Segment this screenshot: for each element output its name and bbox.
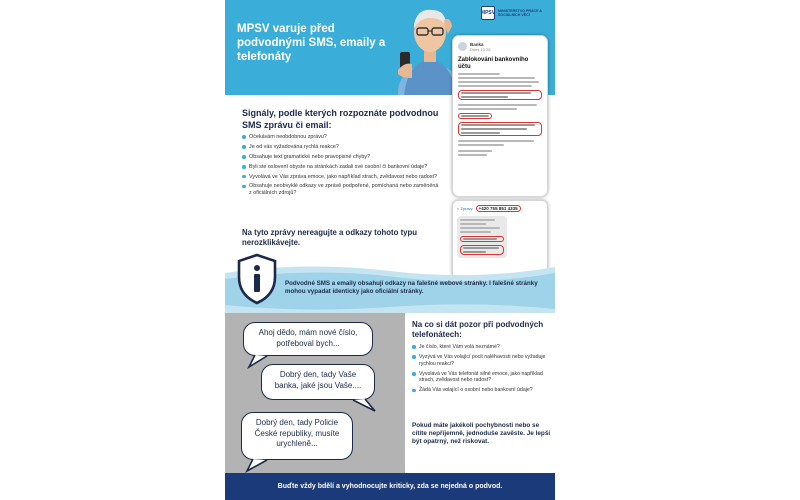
list-item: Žádá Vás volající o osobní nebo bankovní údaje? bbox=[412, 387, 552, 394]
logo-mark: MPSV bbox=[481, 6, 495, 20]
phishing-email-phone bbox=[452, 35, 548, 197]
list-item: Očekávám neobdobnou zprávu? bbox=[242, 134, 442, 141]
suspicious-link-highlight bbox=[460, 245, 504, 255]
footer-banner bbox=[225, 473, 555, 500]
email-subject: Zablokování bankovního účtu bbox=[458, 57, 529, 70]
list-item: Vyvolává ve Vás telefonát silné emoce, jako například strach, zvědavost nebo radost? bbox=[412, 371, 552, 384]
footer-text: Buďte vždy bdělí a vyhodnocujte kriticky, zda se nejedná o podvod. bbox=[277, 483, 503, 490]
signals-list bbox=[242, 134, 442, 200]
scam-call-bubble-police: Dobrý den, tady Policie České republiky, musíte urychleně... bbox=[241, 412, 353, 460]
list-item: Je číslo, které Vám volá neznámé? bbox=[412, 344, 552, 351]
scam-call-bubble-grandchild: Ahoj dědo, mám nové číslo, potřeboval bych... bbox=[243, 322, 373, 356]
list-item: Vyvolává ve Vás zpráva emoce, jako například strach, zvědavost nebo radost? bbox=[242, 174, 442, 181]
page-title: MPSV varuje před podvodnými SMS, emaily a telefonáty bbox=[237, 23, 386, 63]
phone-calls-advice: Pokud máte jakékoli pochybnosti nebo se cítíte nepříjemně, jednoduše zavěste. Je lepší být opatrný, než riskovat. bbox=[412, 422, 551, 445]
phone-calls-heading: Na co si dát pozor při podvodných telefonátech: bbox=[412, 320, 544, 339]
signals-heading: Signály, podle kterých rozpoznáte podvodnou SMS zprávu či email: bbox=[242, 108, 439, 130]
sms-back-label: < Zprávy bbox=[457, 206, 473, 211]
list-item: Obsahuje text gramatické nebo pravopisné chyby? bbox=[242, 154, 442, 161]
scam-call-bubble-bank: Dobrý den, tady Vaše banka, jaké jsou Vaše.... bbox=[261, 364, 375, 400]
bubble-tails bbox=[225, 313, 405, 473]
suspicious-highlight bbox=[460, 236, 504, 242]
list-item: Vyzývá ve Vás volající pocit naléhavosti nebo vyžaduje rychlou reakci? bbox=[412, 354, 552, 367]
sms-bubble bbox=[457, 216, 507, 258]
info-shield-icon bbox=[235, 253, 279, 305]
sender-avatar bbox=[458, 42, 467, 51]
list-item: Je od vás vyžadována rychlá reakce? bbox=[242, 144, 442, 151]
phone-calls-list bbox=[412, 344, 552, 398]
list-item: Obsahuje neobvyklé odkazy ve zprávě podpořené, pomíchaná nebo zaměněná z oficiálních zdrojů? bbox=[242, 183, 442, 196]
mpsv-logo bbox=[481, 6, 554, 20]
leaflet-page bbox=[225, 0, 555, 500]
logo-text: MINISTERSTVO PRÁCE A SOCIÁLNÍCH VĚCÍ bbox=[498, 8, 542, 17]
suspicious-highlight bbox=[458, 90, 542, 100]
sms-sender-number: +420 755 851 4335 bbox=[476, 205, 521, 212]
suspicious-link-highlight bbox=[458, 113, 492, 119]
email-meta: Dnes 10:25 bbox=[470, 47, 491, 52]
list-item: Byli ste oslovení obyste na stránkách zadali své osobní či bankovní údaje? bbox=[242, 164, 442, 171]
info-message: Podvodné SMS a emaily obsahují odkazy na falešné webové stránky. I falešné stránky mohou vypadat identicky jako oficiální stránky. bbox=[285, 280, 538, 295]
signals-call-to-action: Na tyto zprávy nereagujte a odkazy tohoto typu nerozklikávejte. bbox=[242, 228, 418, 247]
email-sender: Banka bbox=[470, 42, 484, 47]
sms-header bbox=[457, 205, 543, 212]
email-body bbox=[458, 73, 542, 156]
suspicious-highlight bbox=[458, 122, 542, 136]
